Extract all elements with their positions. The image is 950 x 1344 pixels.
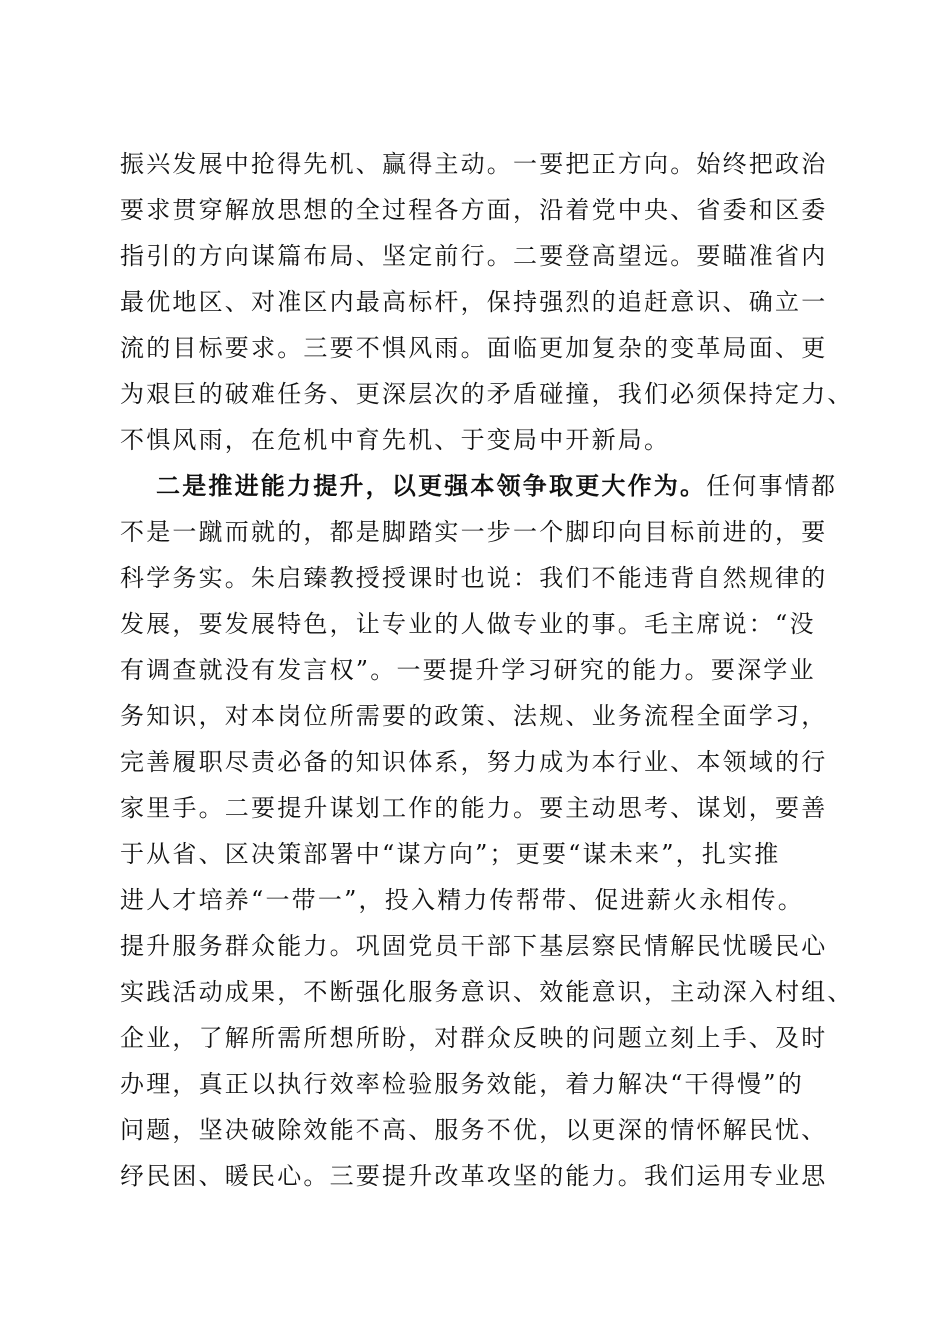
text-line: 不是一蹴而就的，都是脚踏实一步一个脚印向目标前进的，要 — [120, 518, 828, 546]
text-line: 最优地区、对准区内最高标杆，保持强烈的追赶意识、确立一 — [120, 288, 828, 316]
text-line: 为艰巨的破难任务、更深层次的矛盾碰撞，我们必须保持定力、 — [120, 380, 854, 408]
text-line: 要求贯穿解放思想的全过程各方面，沿着党中央、省委和区委 — [120, 196, 828, 224]
text-line: 提升服务群众能力。巩固党员干部下基层察民情解民忧暖民心 — [120, 932, 828, 960]
text-line: 流的目标要求。三要不惧风雨。面临更加复杂的变革局面、更 — [120, 334, 828, 362]
text-line: 科学务实。朱启臻教授授课时也说：我们不能违背自然规律的 — [120, 564, 828, 592]
text-line: 发展，要发展特色，让专业的人做专业的事。毛主席说：“没 — [120, 610, 816, 638]
text-line: 家里手。二要提升谋划工作的能力。要主动思考、谋划，要善 — [120, 794, 828, 822]
section-heading: 二是推进能力提升，以更强本领争取更大作为。 — [156, 471, 707, 500]
text-line: 企业，了解所需所想所盼，对群众反映的问题立刻上手、及时 — [120, 1024, 828, 1052]
body-text — [120, 141, 854, 1199]
text-line: 指引的方向谋篇布局、坚定前行。二要登高望远。要瞄准省内 — [120, 242, 828, 270]
text-line: 实践活动成果，不断强化服务意识、效能意识，主动深入村组、 — [120, 978, 854, 1006]
text-line: 办理，真正以执行效率检验服务效能，着力解决“干得慢”的 — [120, 1070, 804, 1098]
text-line: 问题，坚决破除效能不高、服务不优，以更深的情怀解民忧、 — [120, 1116, 828, 1144]
text-line: 于从省、区决策部署中“谋方向”；更要“谋未来”，扎实推 — [120, 840, 781, 868]
text-line: 振兴发展中抢得先机、赢得主动。一要把正方向。始终把政治 — [120, 150, 828, 178]
text-line: 进人才培养“一带一”，投入精力传帮带、促进薪火永相传。 — [120, 886, 804, 914]
section-heading-line — [120, 463, 840, 509]
text-line: 有调查就没有发言权”。一要提升学习研究的能力。要深学业 — [120, 656, 816, 684]
text-line: 纾民困、暖民心。三要提升改革攻坚的能力。我们运用专业思 — [120, 1162, 828, 1190]
heading-continuation: 任何事情都 — [706, 472, 838, 500]
text-line: 务知识，对本岗位所需要的政策、法规、业务流程全面学习， — [120, 702, 828, 730]
text-line: 不惧风雨，在危机中育先机、于变局中开新局。 — [120, 426, 671, 454]
text-line: 完善履职尽责必备的知识体系，努力成为本行业、本领域的行 — [120, 748, 828, 776]
